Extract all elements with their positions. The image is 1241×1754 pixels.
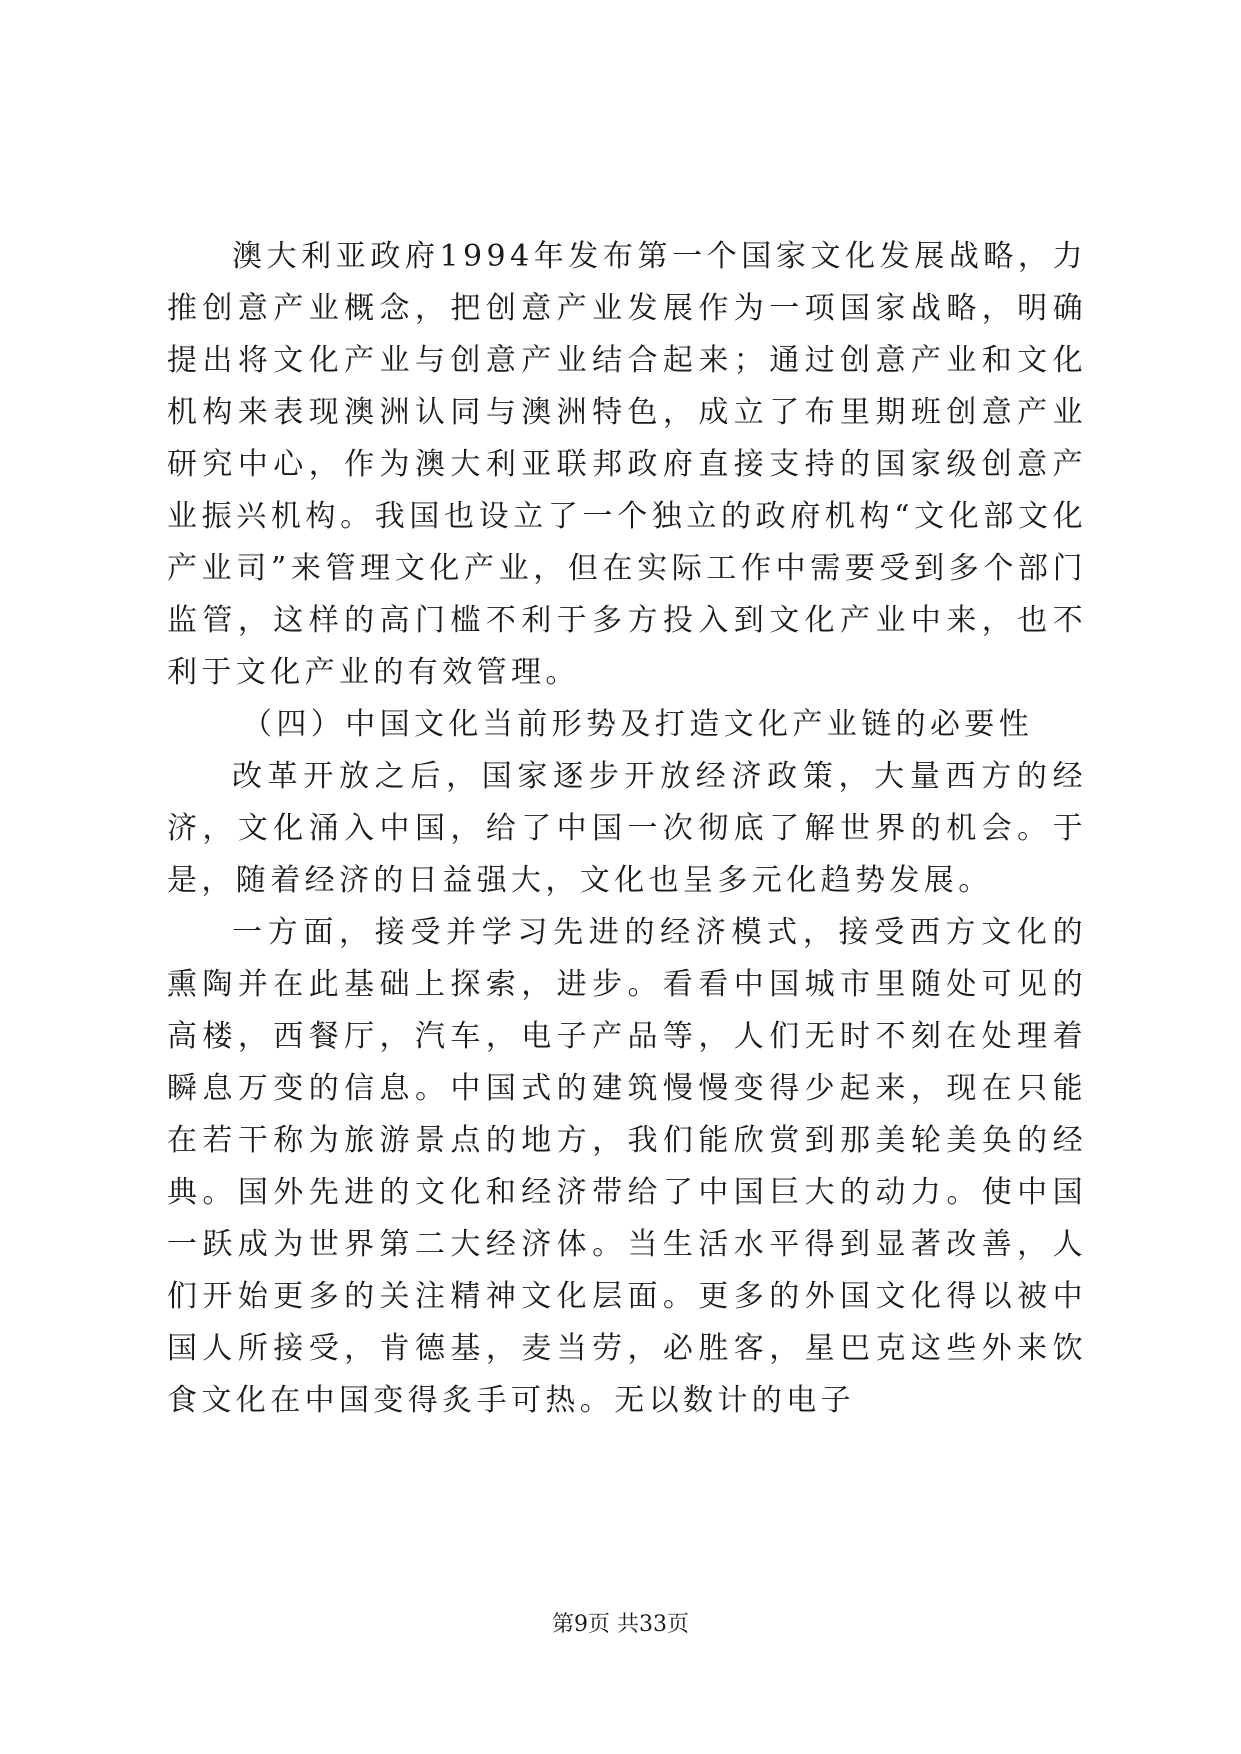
paragraph-australia-strategy: 澳大利亚政府1994年发布第一个国家文化发展战略，力推创意产业概念，把创意产业发展作为一项国家战略，明确提出将文化产业与创意产业结合起来；通过创意产业和文化机构来表现澳洲认同与澳洲特色，成立了布里期班创意产业研究中心，作为澳大利亚联邦政府直接支持的国家级创意产业振兴机构。我国也设立了一个独立的政府机构“文化部文化产业司”来管理文化产业，但在实际工作中需要受到多个部门监管，这样的高门槛不利于多方投入到文化产业中来，也不利于文化产业的有效管理。 bbox=[167, 239, 1087, 690]
page-number-footer: 第9页 共33页 bbox=[552, 1612, 689, 1637]
section-heading: （四）中国文化当前形势及打造文化产业链的必要性 bbox=[242, 707, 1034, 742]
document-body bbox=[167, 231, 1087, 1427]
paragraph-reform-opening: 改革开放之后，国家逐步开放经济政策，大量西方的经济，文化涌入中国，给了中国一次彻底了解世界的机会。于是，随着经济的日益强大，文化也呈多元化趋势发展。 bbox=[167, 759, 1087, 898]
paragraph-western-influence: 一方面，接受并学习先进的经济模式，接受西方文化的熏陶并在此基础上探索，进步。看看中国城市里随处可见的高楼，西餐厅，汽车，电子产品等，人们无时不刻在处理着瞬息万变的信息。中国式的建筑慢慢变得少起来，现在只能在若干称为旅游景点的地方，我们能欣赏到那美轮美奂的经典。国外先进的文化和经济带给了中国巨大的动力。使中国一跃成为世界第二大经济体。当生活水平得到显著改善，人们开始更多的关注精神文化层面。更多的外国文化得以被中国人所接受，肯德基，麦当劳，必胜客，星巴克这些外来饮食文化在中国变得炙手可热。无以数计的电子 bbox=[167, 915, 1087, 1418]
